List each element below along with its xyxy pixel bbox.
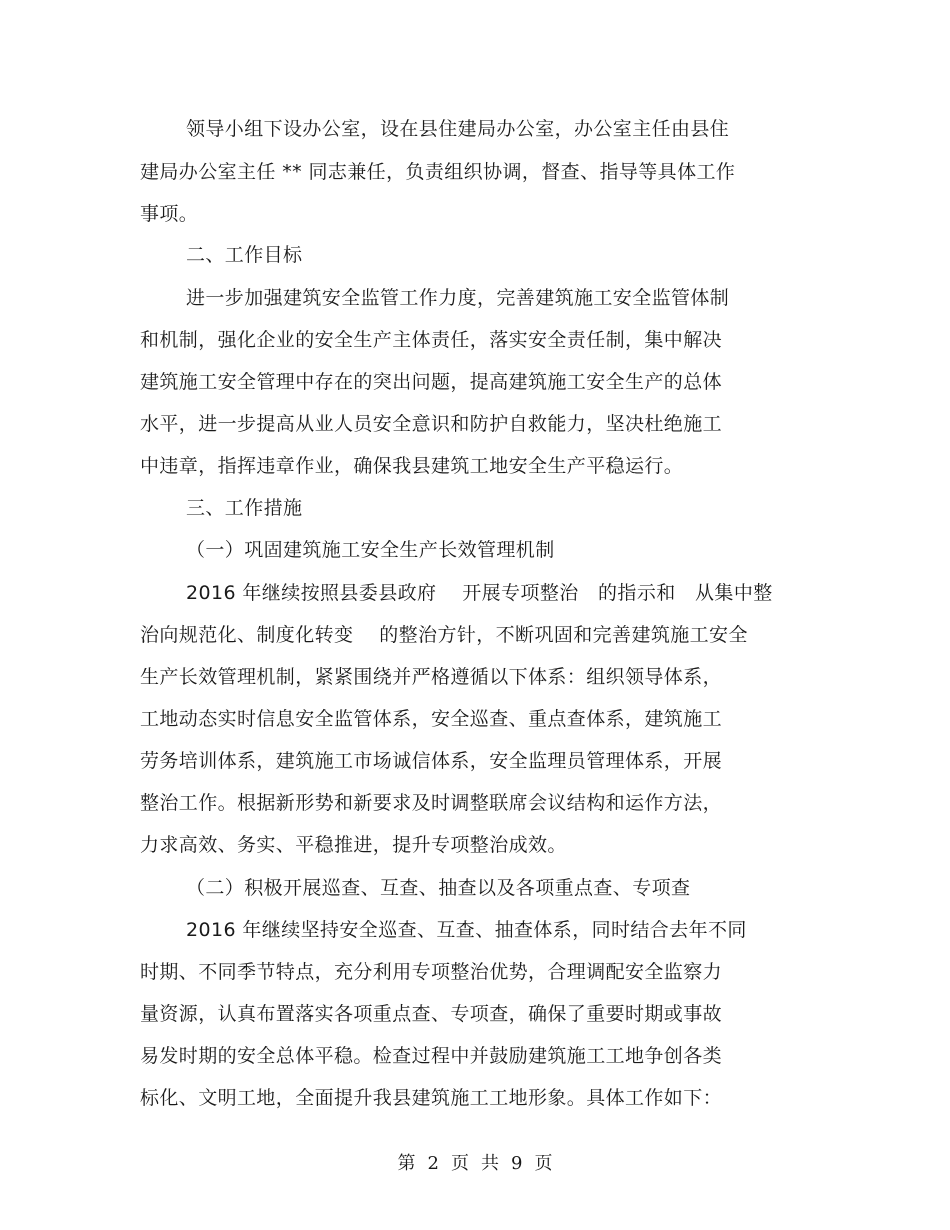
paragraph-line: 易发时期的安全总体平稳。检查过程中并鼓励建筑施工工地争创各类 [140,1045,723,1067]
paragraph-line: 建局办公室主任 ** 同志兼任，负责组织协调，督查、指导等具体工作 [140,161,736,183]
subsection-heading: （二）积极开展巡查、互查、抽查以及各项重点查、专项查 [186,877,691,899]
paragraph-line: 时期、不同季节特点，充分利用专项整治优势，合理调配安全监察力 [140,961,723,983]
footer-label-ye2: 页 [534,1153,553,1174]
footer-label-ye: 页 [451,1153,469,1174]
paragraph-line: 力求高效、务实、平稳推进，提升专项整治成效。 [140,834,567,856]
paragraph-line: 建筑施工安全管理中存在的突出问题，提高建筑施工安全生产的总体 [140,371,723,393]
page-footer [0,1152,950,1176]
paragraph-line: 量资源，认真布置落实各项重点查、专项查，确保了重要时期或事故 [140,1003,723,1025]
paragraph-line: 整治工作。根据新形势和新要求及时调整联席会议结构和运作方法， [140,792,723,814]
current-page-number: 2 [427,1153,439,1174]
footer-label-gong: 共 [481,1153,499,1174]
paragraph-line: 中违章，指挥违章作业，确保我县建筑工地安全生产平稳运行。 [140,455,684,477]
paragraph-line: 进一步加强建筑安全监管工作力度，完善建筑施工安全监管体制 [186,287,730,309]
paragraph-line: 治向规范化、制度化转变 的整治方针，不断巩固和完善建筑施工安全 [140,624,748,646]
paragraph-line: 工地动态实时信息安全监管体系，安全巡查、重点查体系，建筑施工 [140,708,723,730]
total-page-number: 9 [511,1153,523,1174]
paragraph-line: 生产长效管理机制，紧紧围绕并严格遵循以下体系：组织领导体系， [140,666,723,688]
paragraph-line: 2016 年继续按照县委县政府 开展专项整治 的指示和 从集中整 [186,582,773,604]
section-heading: 二、工作目标 [186,244,303,266]
paragraph-line: 和机制，强化企业的安全生产主体责任，落实安全责任制，集中解决 [140,329,723,351]
paragraph-line: 2016 年继续坚持安全巡查、互查、抽查体系，同时结合去年不同 [186,919,747,941]
paragraph-line: 劳务培训体系，建筑施工市场诚信体系，安全监理员管理体系，开展 [140,750,723,772]
footer-label-di: 第 [397,1153,416,1174]
paragraph-line: 标化、文明工地，全面提升我县建筑施工工地形象。具体工作如下： [140,1087,723,1109]
paragraph-line: 领导小组下设办公室，设在县住建局办公室，办公室主任由县住 [186,118,730,140]
section-heading: 三、工作措施 [186,497,303,519]
paragraph-line: 事项。 [140,203,199,225]
paragraph-line: 水平，进一步提高从业人员安全意识和防护自救能力，坚决杜绝施工 [140,413,723,435]
subsection-heading: （一）巩固建筑施工安全生产长效管理机制 [186,539,555,561]
